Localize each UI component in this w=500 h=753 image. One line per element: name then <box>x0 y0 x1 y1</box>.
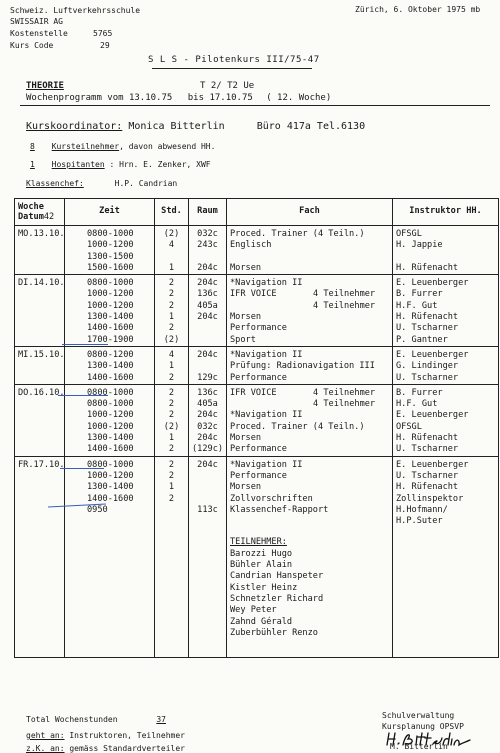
raum-cell <box>189 323 227 334</box>
std-cell <box>155 505 189 528</box>
instructor-cell: E. Leuenberger <box>393 275 499 290</box>
instructor-cell: U. Tscharner <box>393 444 499 456</box>
col-raum: Raum <box>189 199 227 226</box>
zeit-cell: 1000-1200 <box>65 240 155 251</box>
week-number: ( 12. Woche) <box>266 93 332 103</box>
fach-cell: Prüfung: Radionavigation III <box>227 361 393 372</box>
header-woche-number: 42 <box>43 212 55 222</box>
date-cell <box>15 323 65 334</box>
zeit-cell: 1300-1400 <box>65 482 155 493</box>
raum-cell: 113c <box>189 505 227 528</box>
zeit-cell: 0800-1000 <box>65 456 155 471</box>
raum-cell <box>189 494 227 505</box>
instructor-cell: OFSGL <box>393 226 499 241</box>
hospitanten-names: : Hrn. E. Zenker, XWF <box>109 160 211 169</box>
raum-cell: 129c <box>189 373 227 385</box>
fach-cell: Performance <box>227 373 393 385</box>
date-cell <box>15 505 65 528</box>
fach-cell: *Navigation II <box>227 456 393 471</box>
table-row <box>15 361 499 372</box>
std-cell: 1 <box>155 433 189 444</box>
std-cell: 4 <box>155 240 189 251</box>
raum-cell: 032c <box>189 226 227 241</box>
fach-cell: *Navigation II <box>227 275 393 290</box>
instructor-cell: E. Leuenberger <box>393 410 499 421</box>
subject-participants: 4 Teilnehmer <box>313 300 376 311</box>
raum-cell <box>189 482 227 493</box>
fach-cell: Englisch <box>227 240 393 251</box>
fach-cell: Morsen <box>227 482 393 493</box>
raum-cell <box>189 252 227 263</box>
empty-cell <box>155 527 189 658</box>
raum-cell: 204c <box>189 456 227 471</box>
raum-cell: 405a <box>189 399 227 410</box>
fach-cell: Morsen <box>227 263 393 275</box>
zeit-cell: 0800-1200 <box>65 346 155 361</box>
table-row <box>15 275 499 290</box>
instructor-cell: E. Leuenberger <box>393 346 499 361</box>
std-cell: 2 <box>155 275 189 290</box>
zeit-cell: 1000-1200 <box>65 289 155 300</box>
raum-cell: 204c <box>189 410 227 421</box>
fach-cell: Morsen <box>227 433 393 444</box>
participant-name: Barozzi Hugo <box>230 548 293 559</box>
instructor-cell: U. Tscharner <box>393 373 499 385</box>
fach-cell: *Navigation II <box>227 410 393 421</box>
raum-cell: 204c <box>189 275 227 290</box>
date-cell: DO.16.10. <box>15 384 65 399</box>
schedule-body <box>15 226 499 658</box>
instructor-cell: H. Rüfenacht <box>393 263 499 275</box>
instructor-cell: G. Lindinger <box>393 361 499 372</box>
fach-cell: *Navigation II <box>227 346 393 361</box>
table-row <box>15 252 499 263</box>
std-cell: 2 <box>155 301 189 312</box>
date-cell <box>15 312 65 323</box>
total-hours-value: 37 <box>156 715 166 724</box>
reference-code: T 2/ T2 Ue <box>200 81 255 91</box>
fach-cell: Performance <box>227 444 393 456</box>
raum-cell <box>189 361 227 372</box>
zeit-cell: 0800-1000 <box>65 275 155 290</box>
participant-name: Zuberbühler Renzo <box>230 627 318 638</box>
empty-cell <box>65 527 155 658</box>
table-row <box>15 289 499 300</box>
kurs-code-label: Kurs Code <box>10 41 54 50</box>
raum-cell <box>189 471 227 482</box>
fach-cell: Zollvorschriften <box>227 494 393 505</box>
table-row <box>15 312 499 323</box>
kurs-code-value: 29 <box>100 41 110 50</box>
date-cell: MO.13.10. <box>15 226 65 241</box>
std-cell: 2 <box>155 384 189 399</box>
instructor-cell: U. Tscharner <box>393 471 499 482</box>
fach-cell: Proced. Trainer (4 Teiln.) <box>227 422 393 433</box>
table-row <box>15 301 499 312</box>
instructor-cell: H. Jappie <box>393 240 499 251</box>
klassenchef-name: H.P. Candrian <box>114 179 178 188</box>
fach-cell: Proced. Trainer (4 Teiln.) <box>227 226 393 241</box>
table-row <box>15 263 499 275</box>
zeit-cell: 1400-1600 <box>65 323 155 334</box>
klassenchef-label: Klassenchef: <box>26 179 84 188</box>
col-std: Std. <box>155 199 189 226</box>
instructor-cell: B. Furrer <box>393 289 499 300</box>
week-from: 13.10.75 <box>128 93 173 103</box>
zeit-cell: 1000-1200 <box>65 471 155 482</box>
fach-cell <box>227 289 393 300</box>
hospitanten-label: Hospitanten <box>51 160 105 169</box>
date-cell <box>15 444 65 456</box>
teilnehmer-row <box>15 527 499 658</box>
std-cell: 2 <box>155 471 189 482</box>
empty-cell <box>393 527 499 658</box>
table-row <box>15 410 499 421</box>
hospitanten-count: 1 <box>30 160 35 169</box>
std-cell: 4 <box>155 346 189 361</box>
zeit-cell: 1300-1400 <box>65 433 155 444</box>
fach-cell: Klassenchef-Rapport <box>227 505 393 528</box>
org-name: Schweiz. Luftverkehrsschule <box>10 6 141 15</box>
table-header-row <box>15 199 499 226</box>
std-cell: 2 <box>155 399 189 410</box>
date-cell <box>15 433 65 444</box>
raum-cell: 243c <box>189 240 227 251</box>
std-cell: 2 <box>155 410 189 421</box>
zeit-cell: 1500-1600 <box>65 263 155 275</box>
date-cell <box>15 494 65 505</box>
zk-label: z.K. an: <box>26 744 65 753</box>
kostenstelle-label: Kostenstelle <box>10 29 68 38</box>
std-cell: (2) <box>155 335 189 347</box>
coordinator-office: Büro 417a Tel.6130 <box>256 121 366 132</box>
zeit-cell: 1300-1400 <box>65 312 155 323</box>
zeit-cell: 1700-1900 <box>65 335 155 347</box>
table-row <box>15 444 499 456</box>
participant-name: Candrian Hanspeter <box>230 571 324 582</box>
subject-participants: 4 Teilnehmer <box>313 399 376 410</box>
date-cell <box>15 399 65 410</box>
org-company: SWISSAIR AG <box>10 17 63 26</box>
participants-count: 8 <box>30 142 35 151</box>
instructor-cell: H.F. Gut <box>393 301 499 312</box>
raum-cell: 032c <box>189 422 227 433</box>
empty-cell <box>189 527 227 658</box>
pen-underline-1 <box>62 344 108 345</box>
raum-cell <box>189 335 227 347</box>
signatory-name: M. Bitterlin <box>390 742 448 751</box>
date-cell <box>15 373 65 385</box>
date-cell <box>15 335 65 347</box>
participants-line <box>30 142 215 151</box>
date-cell <box>15 301 65 312</box>
table-row <box>15 384 499 399</box>
week-bis: bis <box>187 93 205 103</box>
zeit-cell: 0800-1000 <box>65 226 155 241</box>
instructor-cell: H.Hofmann/ H.P.Suter <box>393 505 499 528</box>
raum-cell: 136c <box>189 384 227 399</box>
total-hours-line <box>26 715 176 724</box>
date-cell: FR.17.10. <box>15 456 65 471</box>
table-row <box>15 346 499 361</box>
total-hours-label: Total Wochenstunden <box>26 715 118 724</box>
instructor-cell: H. Rüfenacht <box>393 433 499 444</box>
zeit-cell: 1400-1600 <box>65 494 155 505</box>
col-fach: Fach <box>227 199 393 226</box>
table-row <box>15 433 499 444</box>
fach-cell: Performance <box>227 471 393 482</box>
participants-absent: , davon abwesend HH. <box>119 142 216 151</box>
zeit-cell: 1000-1200 <box>65 301 155 312</box>
zeit-cell: 0800-1000 <box>65 384 155 399</box>
table-row <box>15 226 499 241</box>
distribution-line <box>26 731 185 740</box>
std-cell: 1 <box>155 312 189 323</box>
table-row <box>15 323 499 334</box>
kostenstelle-value: 5765 <box>93 29 113 38</box>
fach-cell: Sport <box>227 335 393 347</box>
theorie-label: THEORIE <box>26 81 64 91</box>
zeit-cell: 1300-1500 <box>65 252 155 263</box>
zeit-cell: 1000-1200 <box>65 422 155 433</box>
participant-name: Bühler Alain <box>230 560 293 571</box>
empty-cell <box>15 527 65 658</box>
date-cell <box>15 471 65 482</box>
zeit-cell: 1300-1400 <box>65 361 155 372</box>
zeit-cell: 1400-1600 <box>65 373 155 385</box>
std-cell: 1 <box>155 482 189 493</box>
std-cell: 2 <box>155 289 189 300</box>
table-row <box>15 399 499 410</box>
raum-cell: 204c <box>189 263 227 275</box>
std-cell: 1 <box>155 263 189 275</box>
header-woche: Woche <box>18 202 44 212</box>
std-cell: 2 <box>155 323 189 334</box>
raum-cell: (129c) <box>189 444 227 456</box>
raum-cell: 405a <box>189 301 227 312</box>
date-cell <box>15 422 65 433</box>
geht-an-label: geht an: <box>26 731 65 740</box>
title-underline <box>152 68 312 69</box>
fach-cell <box>227 252 393 263</box>
instructor-cell: P. Gantner <box>393 335 499 347</box>
subject-label: IFR VOICE <box>230 387 277 398</box>
week-program-line <box>26 93 331 103</box>
instructor-cell: OFSGL <box>393 422 499 433</box>
department-1: Schulverwaltung <box>382 711 455 720</box>
instructor-cell: E. Leuenberger <box>393 456 499 471</box>
date-cell <box>15 240 65 251</box>
instructor-cell: Zollinspektor <box>393 494 499 505</box>
instructor-cell: H.F. Gut <box>393 399 499 410</box>
fach-cell <box>227 399 393 410</box>
klassenchef-line <box>26 179 177 188</box>
date-cell <box>15 252 65 263</box>
col-woche-datum <box>15 199 65 226</box>
std-cell: 2 <box>155 444 189 456</box>
hospitanten-line <box>30 160 211 169</box>
department-2: Kursplanung OPSVP <box>382 722 464 731</box>
raum-cell: 136c <box>189 289 227 300</box>
instructor-cell: H. Rüfenacht <box>393 482 499 493</box>
std-cell <box>155 252 189 263</box>
teilnehmer-cell <box>227 527 393 658</box>
col-zeit: Zeit <box>65 199 155 226</box>
instructor-cell: H. Rüfenacht <box>393 312 499 323</box>
col-instruktor: Instruktor HH. <box>393 199 499 226</box>
table-row <box>15 482 499 493</box>
coordinator-label: Kurskoordinator: <box>26 121 123 132</box>
date-cell <box>15 361 65 372</box>
raum-cell: 204c <box>189 312 227 323</box>
table-row <box>15 494 499 505</box>
document-title: S L S - Pilotenkurs III/75-47 <box>148 55 320 65</box>
fach-cell: Performance <box>227 323 393 334</box>
date-cell: DI.14.10. <box>15 275 65 290</box>
pen-underline-2 <box>58 395 108 396</box>
participant-name: Wey Peter <box>230 605 277 616</box>
participant-name: Kistler Heinz <box>230 582 298 593</box>
instructor-cell <box>393 252 499 263</box>
std-cell: 2 <box>155 494 189 505</box>
fach-cell <box>227 384 393 399</box>
table-row <box>15 373 499 385</box>
place-date: Zürich, 6. Oktober 1975 mb <box>355 5 481 14</box>
date-cell <box>15 482 65 493</box>
date-cell <box>15 289 65 300</box>
table-row <box>15 240 499 251</box>
zk-value: gemäss Standardverteiler <box>69 744 185 753</box>
std-cell: (2) <box>155 226 189 241</box>
participant-name: Schnetzler Richard <box>230 593 324 604</box>
subject-participants: 4 Teilnehmer <box>313 387 376 398</box>
week-program-label: Wochenprogramm vom <box>26 93 124 103</box>
schedule-table <box>14 198 499 658</box>
date-cell <box>15 263 65 275</box>
geht-an-value: Instruktoren, Teilnehmer <box>69 731 185 740</box>
raum-cell: 204c <box>189 346 227 361</box>
fach-cell: Morsen <box>227 312 393 323</box>
zeit-cell: 1000-1200 <box>65 410 155 421</box>
std-cell: 2 <box>155 456 189 471</box>
table-row <box>15 505 499 528</box>
table-row <box>15 422 499 433</box>
raum-cell: 204c <box>189 433 227 444</box>
participants-label: Kursteilnehmer <box>51 142 120 151</box>
coordinator-line <box>26 121 365 132</box>
zeit-cell: 0800-1000 <box>65 399 155 410</box>
zeit-cell: 1400-1600 <box>65 444 155 456</box>
instructor-cell: U. Tscharner <box>393 323 499 334</box>
pen-underline-3 <box>60 468 104 469</box>
date-cell <box>15 410 65 421</box>
teilnehmer-title: TEILNEHMER: <box>230 537 287 548</box>
date-cell: MI.15.10. <box>15 346 65 361</box>
std-cell: (2) <box>155 422 189 433</box>
instructor-cell: B. Furrer <box>393 384 499 399</box>
week-to: 17.10.75 <box>209 93 253 103</box>
coordinator-name: Monica Bitterlin <box>128 121 225 132</box>
zeit-cell: 0950 <box>65 505 155 528</box>
participant-name: Zahnd Gérald <box>230 616 293 627</box>
subject-participants: 4 Teilnehmer <box>313 289 376 300</box>
table-row <box>15 471 499 482</box>
fach-cell <box>227 301 393 312</box>
std-cell: 1 <box>155 361 189 372</box>
subject-label: IFR VOICE <box>230 289 277 300</box>
std-cell: 2 <box>155 373 189 385</box>
header-datum: Datum <box>18 212 44 222</box>
